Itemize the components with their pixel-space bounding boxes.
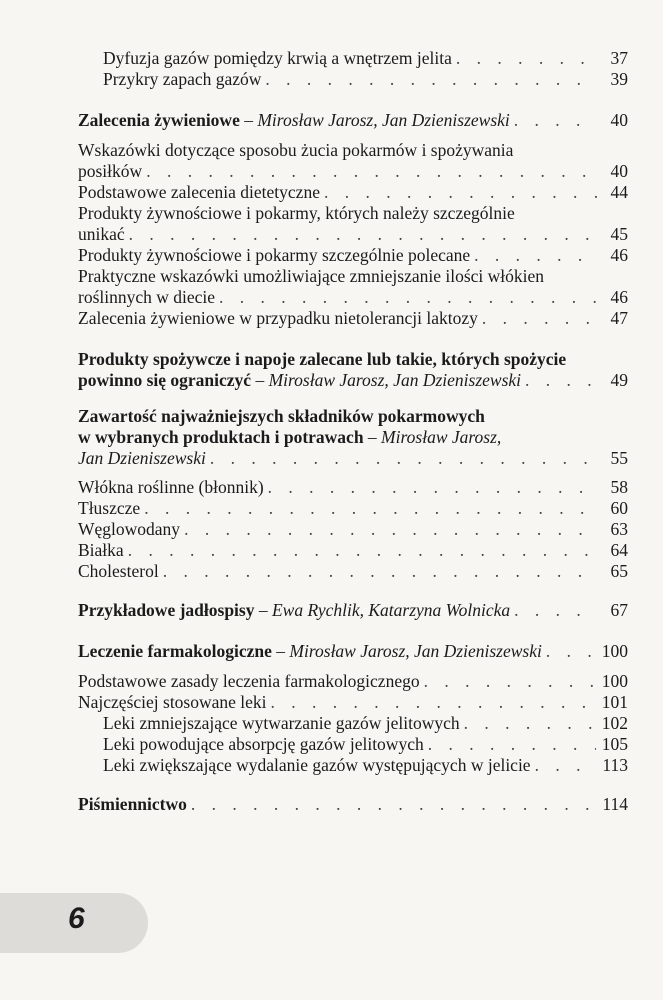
toc-section-heading [78,600,628,621]
toc-entry-text-continued: unikać [78,224,125,244]
toc-entry [78,692,628,713]
leader-dots [191,794,597,815]
toc-entry-text: Praktyczne wskazówki umożliwiające zmniejszanie ilości włókien [78,266,545,286]
toc-page-number: 100 [601,641,628,661]
section-author: Mirosław Jarosz, Jan Dzieniszewski [268,370,522,390]
toc-subentry [103,755,628,776]
toc-section-heading [78,794,628,815]
toc-entry-text: Przykry zapach gazów [103,69,262,89]
toc-entry [78,140,628,182]
toc-page-number: 63 [610,519,628,539]
separator: – [239,110,258,130]
leader-dots [163,561,598,582]
toc-subentry [103,734,628,755]
leader-dots [525,370,598,391]
toc-page-number: 47 [610,308,628,328]
toc-entry-text: Podstawowe zalecenia dietetyczne [78,182,320,202]
toc-page-number: 60 [610,498,628,518]
leader-dots [474,245,598,266]
toc-page-number: 40 [610,110,628,130]
toc-entry-text: Leki zwiększające wydalanie gazów występujących w jelicie [103,755,531,775]
leader-dots [514,110,598,131]
toc-entry [78,540,628,561]
toc-section-heading [78,349,628,391]
toc-entry [78,477,628,498]
toc-entry-text: Leki powodujące absorpcję gazów jelitowych [103,734,424,754]
leader-dots [428,734,596,755]
toc-entry-text: Najczęściej stosowane leki [78,692,267,712]
section-author-continued: Jan Dzieniszewski [78,448,206,468]
toc-page-number: 46 [610,245,628,265]
toc-entry [78,498,628,519]
leader-dots [144,498,598,519]
toc-entry [103,69,628,90]
toc-entry [78,561,628,582]
toc-entry-text-continued: roślinnych w diecie [78,287,216,307]
section-title: Leczenie farmakologiczne [78,641,272,661]
section-author: Mirosław Jarosz, [381,427,502,447]
section-title: Produkty spożywcze i napoje zalecane lub takie, których spożycie [78,349,567,369]
toc-page-number: 46 [610,287,628,307]
toc-entry-text: Produkty żywnościowe i pokarmy szczególnie polecane [78,245,471,265]
toc-page-number: 102 [601,713,628,733]
toc-section-heading [78,110,628,131]
toc-page-number: 113 [602,755,628,775]
toc-entry-text: Produkty żywnościowe i pokarmy, których należy szczególnie [78,203,515,223]
toc-page-number: 105 [601,734,628,754]
toc-entry-text: Wskazówki dotyczące sposobu żucia pokarmów i spożywania [78,140,514,160]
toc-entry-text: Leki zmniejszające wytwarzanie gazów jelitowych [103,713,460,733]
toc-entry-text: Dyfuzja gazów pomiędzy krwią a wnętrzem jelita [103,48,452,68]
toc-entry-text: Włókna roślinne (błonnik) [78,477,264,497]
section-title: Zawartość najważniejszych składników pokarmowych [78,406,485,426]
toc-entry-text: Węglowodany [78,519,181,539]
leader-dots [546,641,596,662]
section-author: Ewa Rychlik, Katarzyna Wolnicka [271,600,511,620]
toc-section-heading [78,641,628,662]
section-author: Mirosław Jarosz, Jan Dzieniszewski [257,110,510,130]
leader-dots [265,69,598,90]
leader-dots [271,692,596,713]
toc-entry-text: Tłuszcze [78,498,141,518]
toc-entry [78,203,628,245]
separator: – [363,427,382,447]
page-number: 6 [68,902,85,935]
separator: – [251,370,269,390]
toc-entry-text-continued: posiłków [78,161,143,181]
section-title: Przykładowe jadłospisy [78,600,255,620]
section-author: Mirosław Jarosz, Jan Dzieniszewski [289,641,542,661]
section-title-continued: w wybranych produktach i potrawach [78,427,364,447]
toc-entry [78,671,628,692]
toc-page-number: 100 [601,671,628,691]
toc-entry [78,519,628,540]
section-title-continued: powinno się ograniczyć [78,370,252,390]
section-title: Zalecenia żywieniowe [78,110,240,130]
toc-entry-text: Białka [78,540,124,560]
leader-dots [482,308,598,329]
leader-dots [129,224,598,245]
leader-dots [324,182,598,203]
toc-entry-text: Podstawowe zasady leczenia farmakologicznego [78,671,420,691]
toc-page-number: 39 [610,69,628,89]
toc-page-number: 49 [610,370,628,390]
toc-entry [78,182,628,203]
toc-page-number: 67 [610,600,628,620]
toc-entry [103,48,628,69]
toc-entry [78,245,628,266]
toc-page-number: 65 [610,561,628,581]
leader-dots [146,161,598,182]
leader-dots [219,287,598,308]
leader-dots [464,713,596,734]
section-title: Piśmiennictwo [78,794,187,814]
toc-page-number: 44 [610,182,628,202]
toc-entry-text: Zalecenia żywieniowe w przypadku nietolerancji laktozy [78,308,478,328]
toc-subentry [103,713,628,734]
toc-page-number: 45 [610,224,628,244]
toc-entry [78,266,628,308]
separator: – [271,641,290,661]
toc-page-number: 101 [601,692,628,712]
toc-section-heading [78,406,628,469]
leader-dots [128,540,598,561]
leader-dots [456,48,598,69]
toc-entry [78,308,628,329]
leader-dots [424,671,596,692]
toc-page-number: 64 [610,540,628,560]
leader-dots [268,477,598,498]
leader-dots [184,519,598,540]
toc-entry-text: Cholesterol [78,561,159,581]
leader-dots [210,448,598,469]
leader-dots [514,600,598,621]
toc-page-number: 37 [610,48,628,68]
toc-page-number: 58 [610,477,628,497]
toc-page-number: 55 [610,448,628,468]
toc-page-number: 114 [602,794,628,814]
toc-page-number: 40 [610,161,628,181]
separator: – [254,600,272,620]
leader-dots [535,755,597,776]
